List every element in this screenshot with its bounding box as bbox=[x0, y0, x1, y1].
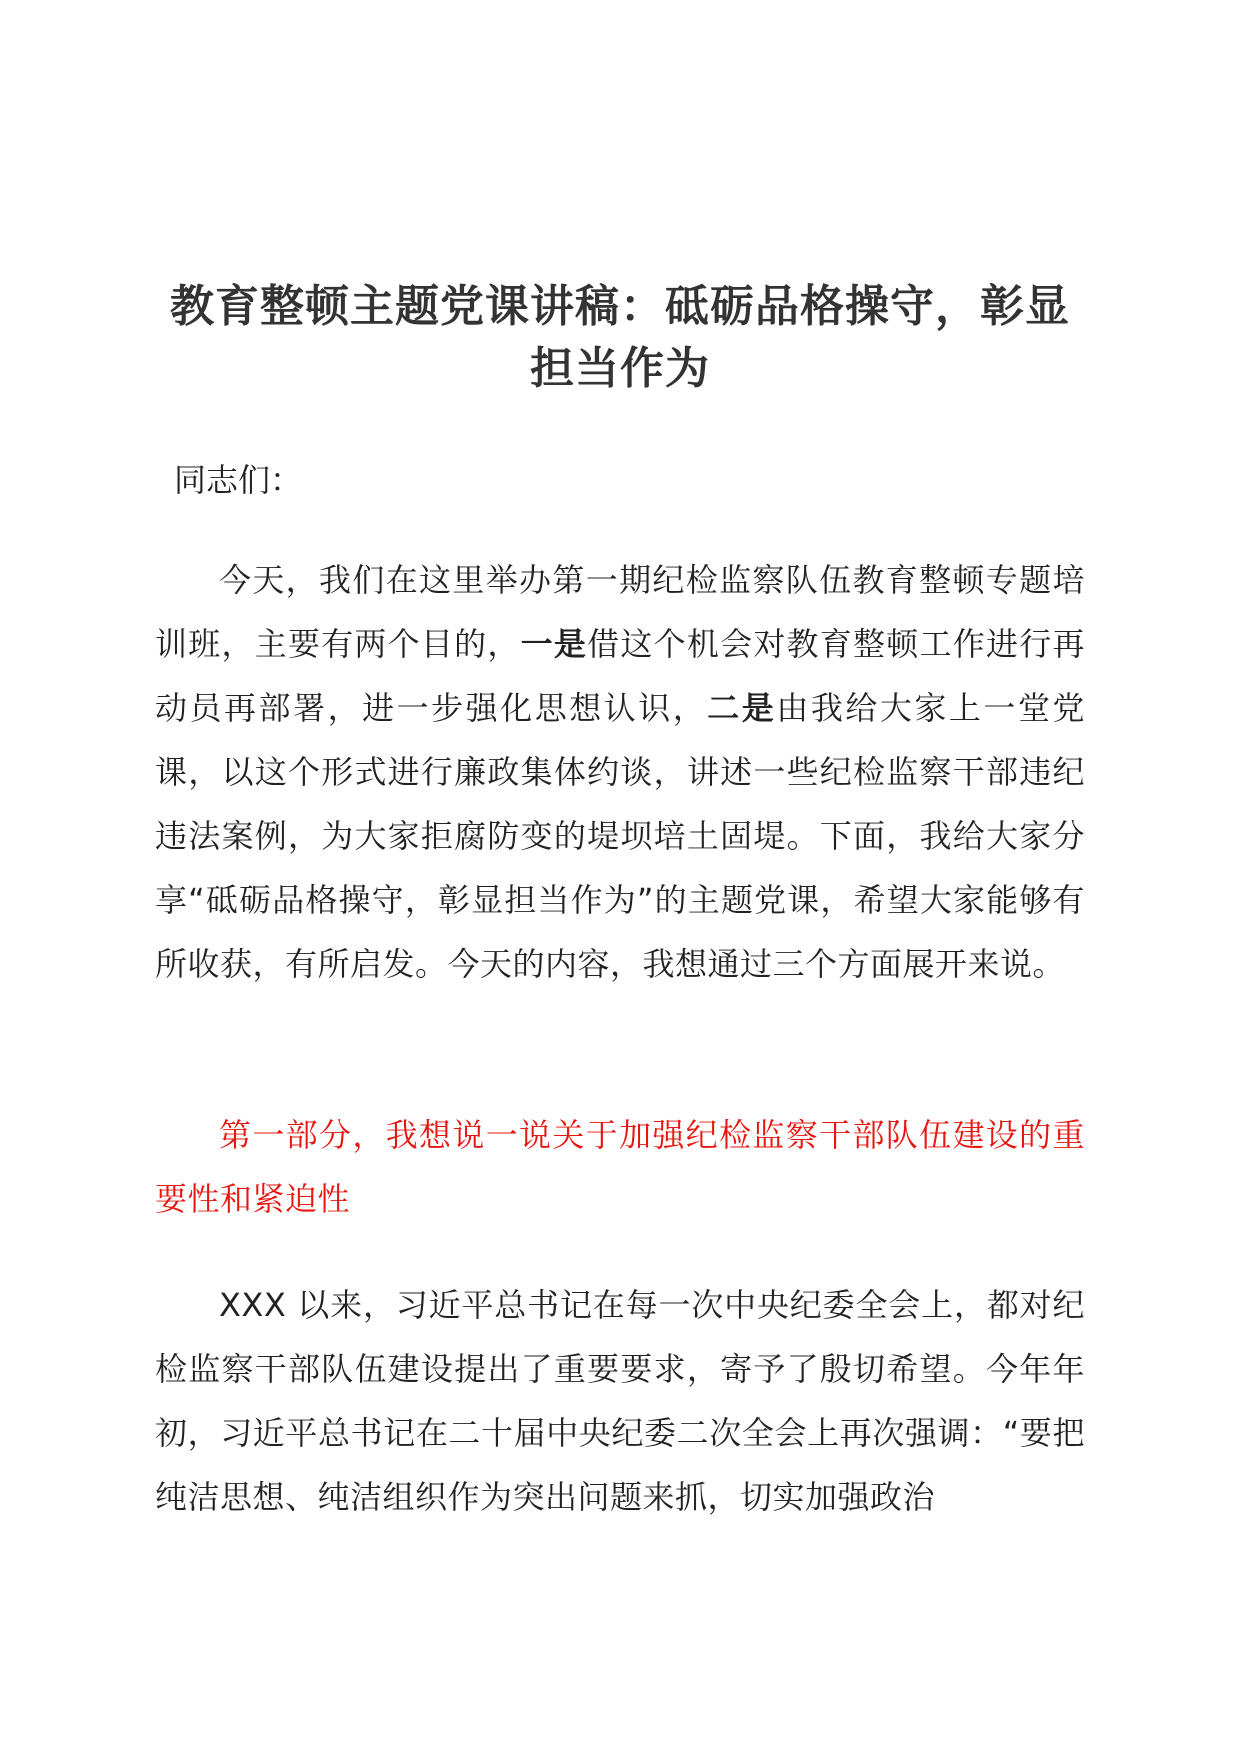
document-title: 教育整顿主题党课讲稿：砥砺品格操守，彰显担当作为 bbox=[170, 281, 1070, 394]
paragraph-part-one: XXX 以来，习近平总书记在每一次中央纪委全会上，都对纪检监察干部队伍建设提出了重要要求，寄予了殷切希望。今年年初，习近平总书记在二十届中央纪委二次全会上再次强调：“要把纯洁思想、纯洁组织作为突出问题来抓，切实加强政治 bbox=[155, 1286, 1085, 1516]
salutation: 同志们： bbox=[174, 461, 303, 499]
bold-point-one: 一是 bbox=[520, 625, 588, 663]
paragraph-intro-text-1: 今天，我们在这里举办第一期纪检监察队伍教育整顿专题培训班，主要有两个目的， bbox=[155, 561, 1085, 663]
paragraph-intro-text-2: 借这个机会对教育整顿工作进行再动员再部署，进一步强化思想认识， bbox=[155, 625, 1085, 727]
paragraph-intro-text-3: 由我给大家上一堂党课，以这个形式进行廉政集体约谈，讲述一些纪检监察干部违纪违法案例，为大家拒腐防变的堤坝培土固堤。下面，我给大家分享“砥砺品格操守，彰显担当作为”的主题党课，希望大家能够有所收获，有所启发。今天的内容，我想通过三个方面展开来说。 bbox=[155, 689, 1085, 983]
paragraph-intro bbox=[155, 548, 1085, 996]
section-heading-part-one: 第一部分，我想说一说关于加强纪检监察干部队伍建设的重要性和紧迫性 bbox=[155, 1116, 1085, 1218]
bold-point-two: 二是 bbox=[707, 689, 777, 727]
